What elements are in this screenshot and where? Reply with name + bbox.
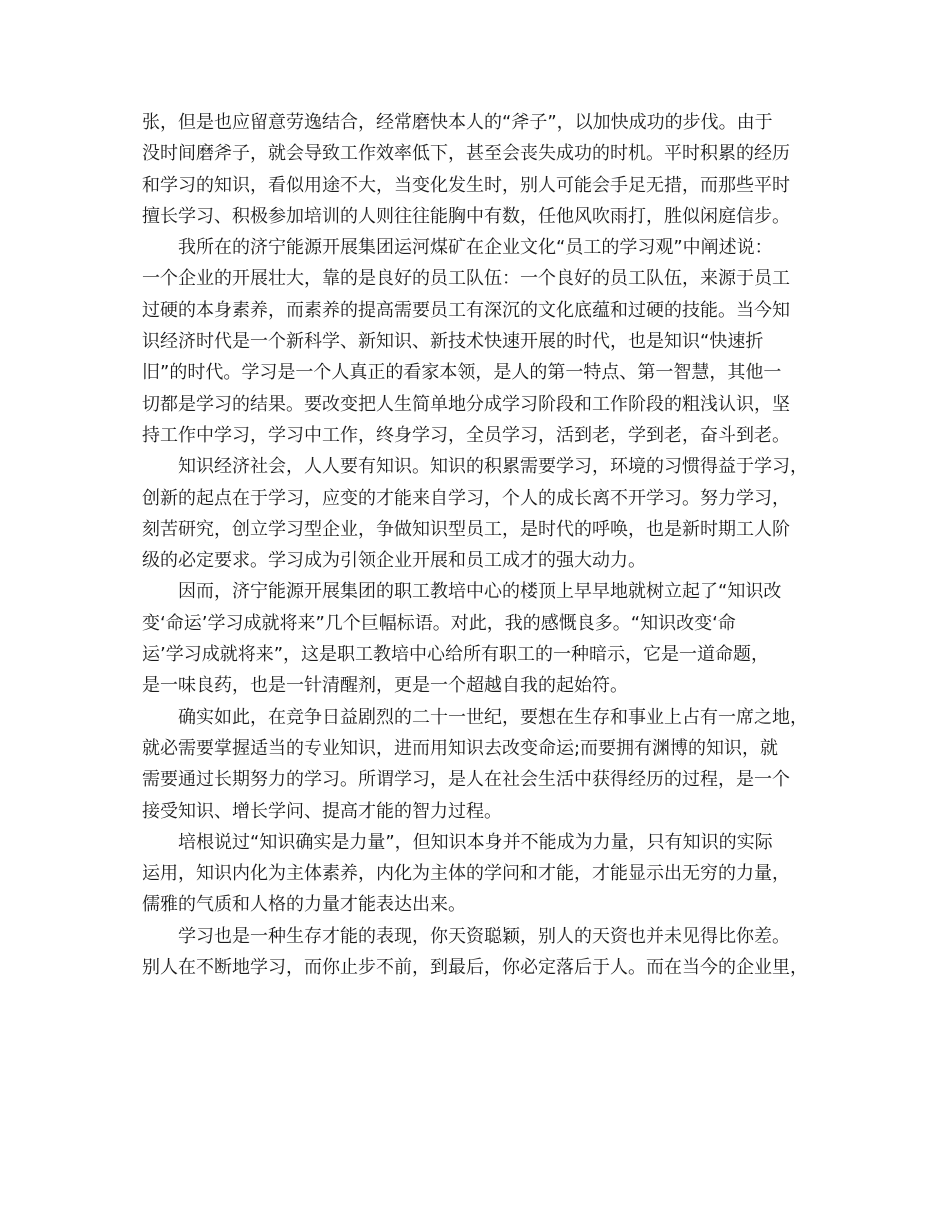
text-line: 识经济时代是一个新科学、新知识、新技术快速开展的时代，也是知识“快速折 (142, 331, 764, 353)
text-line: 一个企业的开展壮大，靠的是良好的员工队伍：一个良好的员工队伍，来源于员工 (142, 268, 790, 290)
text-line: 没时间磨斧子，就会导致工作效率低下，甚至会丧失成功的时机。平时积累的经历 (142, 143, 790, 165)
text-line: 旧”的时代。学习是一个人真正的看家本领，是人的第一特点、第一智慧，其他一 (142, 362, 782, 384)
text-line: 切都是学习的结果。要改变把人生简单地分成学习阶段和工作阶段的粗浅认识，坚 (142, 393, 790, 415)
text-line: 张，但是也应留意劳逸结合，经常磨快本人的“斧子”，以加快成功的步伐。由于 (142, 112, 773, 133)
text-line: 级的必定要求。学习成为引领企业开展和员工成才的强大动力。 (142, 550, 646, 572)
text-line: 我所在的济宁能源开展集团运河煤矿在企业文化“员工的学习观”中阐述说： (142, 237, 773, 259)
text-line: 运用，知识内化为主体素养，内化为主体的学问和才能，才能显示出无穷的力量， (142, 863, 790, 885)
text-line: 刻苦研究，创立学习型企业，争做知识型员工，是时代的呼唤，也是新时期工人阶 (142, 518, 790, 540)
text-line: 和学习的知识，看似用途不大，当变化发生时，别人可能会手足无措，而那些平时 (142, 174, 790, 196)
text-line: 确实如此，在竞争日益剧烈的二十一世纪，要想在生存和事业上占有一席之地， (142, 706, 808, 728)
document-body (142, 107, 818, 983)
text-line: 运’学习成就将来”，这是职工教培中心给所有职工的一种暗示，它是一道命题， (142, 644, 770, 666)
text-line: 变‘命运’学习成就将来”几个巨幅标语。对此，我的感慨良多。“知识改变‘命 (142, 612, 736, 634)
text-line: 创新的起点在于学习，应变的才能来自学习，个人的成长离不开学习。努力学习， (142, 487, 790, 509)
text-line: 就必需要掌握适当的专业知识，进而用知识去改变命运;而要拥有渊博的知识，就 (142, 737, 779, 759)
text-line: 因而，济宁能源开展集团的职工教培中心的楼顶上早早地就树立起了“知识改 (142, 581, 782, 603)
text-line: 过硬的本身素养，而素养的提高需要员工有深沉的文化底蕴和过硬的技能。当今知 (142, 299, 790, 321)
text-line: 接受知识、增长学问、提高才能的智力过程。 (142, 800, 502, 822)
text-line: 儒雅的气质和人格的力量才能表达出来。 (142, 894, 466, 916)
text-line: 需要通过长期努力的学习。所谓学习，是人在社会生活中获得经历的过程，是一个 (142, 769, 790, 791)
text-line: 培根说过“知识确实是力量”，但知识本身并不能成为力量，只有知识的实际 (142, 831, 773, 853)
text-line: 别人在不断地学习，而你止步不前，到最后，你必定落后于人。而在当今的企业里， (142, 957, 808, 979)
text-line: 是一味良药，也是一针清醒剂，更是一个超越自我的起始符。 (142, 675, 628, 697)
text-line: 持工作中学习，学习中工作，终身学习，全员学习，活到老，学到老，奋斗到老。 (142, 424, 790, 446)
text-line: 擅长学习、积极参加培训的人则往往能胸中有数，任他风吹雨打，胜似闲庭信步。 (142, 205, 790, 227)
text-line: 学习也是一种生存才能的表现，你天资聪颖，别人的天资也并未见得比你差。 (142, 925, 790, 947)
text-line: 知识经济社会，人人要有知识。知识的积累需要学习，环境的习惯得益于学习， (142, 456, 808, 478)
